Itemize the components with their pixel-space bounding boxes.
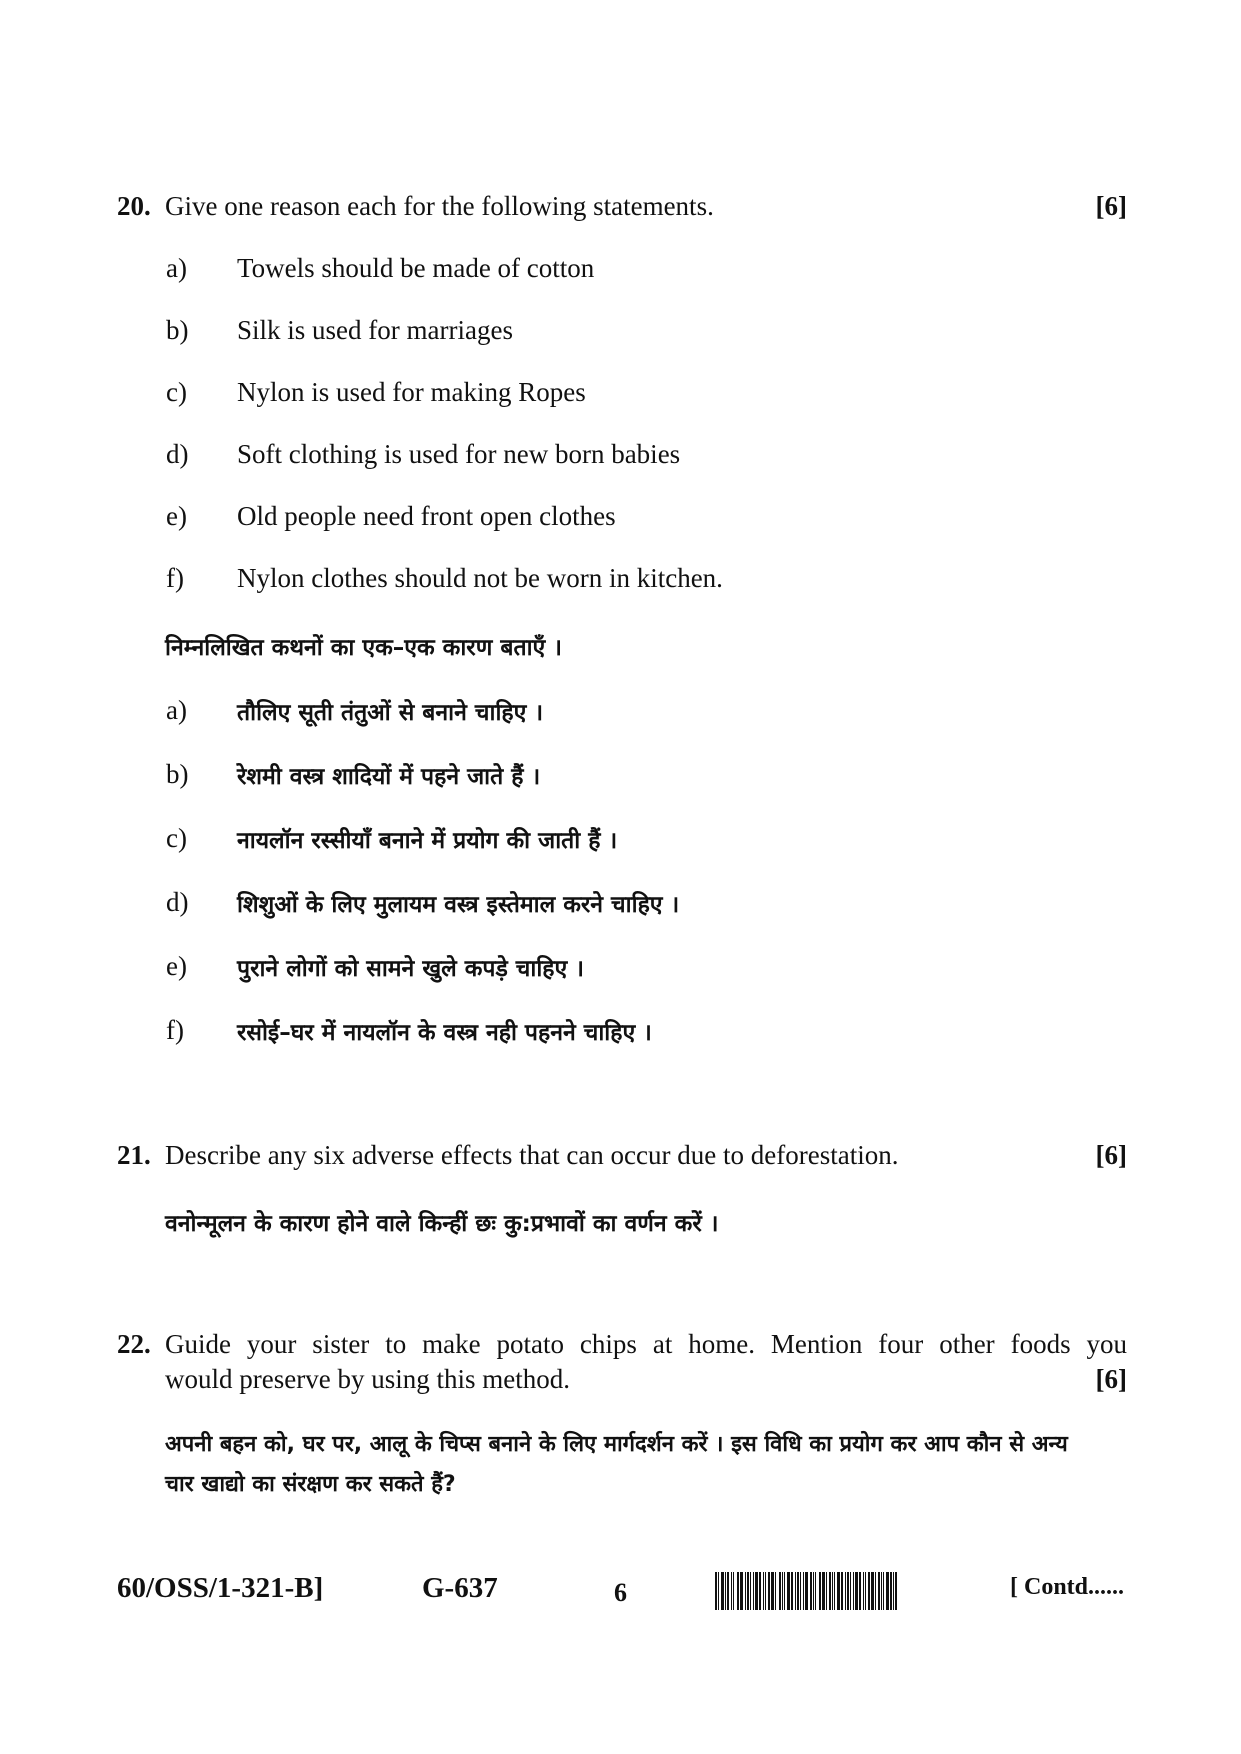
q20-option-letter: f) <box>166 563 184 593</box>
q20-option-letter: c) <box>166 377 187 407</box>
page-number: 6 <box>614 1578 627 1607</box>
q20-option-text: Silk is used for marriages <box>237 315 513 345</box>
q20-option-text: Old people need front open clothes <box>237 501 616 531</box>
q22-hindi-line1: अपनी बहन को, घर पर, आलू के चिप्स बनाने के लिए मार्गदर्शन करें । इस विधि का प्रयोग कर आप कौन से अन्य <box>165 1432 1068 1457</box>
q22-question-line1: Guide your sister to make potato chips at home. Mention four other foods you <box>165 1329 1127 1359</box>
q20-hindi-option-letter: d) <box>166 887 189 917</box>
q22-marks: [6] <box>1095 1364 1127 1394</box>
q20-hindi-option-text: रेशमी वस्त्र शादियों में पहने जाते हैं । <box>237 764 541 790</box>
q20-marks: [6] <box>1095 191 1127 221</box>
q20-hindi-option-letter: c) <box>166 823 187 853</box>
q21-number: 21. <box>117 1140 151 1170</box>
q20-option-text: Towels should be made of cotton <box>237 253 595 283</box>
q20-number: 20. <box>117 191 151 221</box>
q20-hindi-option-letter: e) <box>166 951 187 981</box>
q20-option-letter: b) <box>166 315 189 345</box>
set-code: G-637 <box>422 1572 498 1604</box>
q22-number: 22. <box>117 1329 151 1359</box>
q20-option-text: Nylon is used for making Ropes <box>237 377 586 407</box>
q22-question-line2: would preserve by using this method. <box>165 1364 570 1394</box>
q20-hindi-option-letter: f) <box>166 1015 184 1045</box>
q20-hindi-option-text: पुराने लोगों को सामने खुले कपड़े चाहिए । <box>237 956 584 982</box>
q20-hindi-question: निम्नलिखित कथनों का एक–एक कारण बताएँ । <box>165 635 562 661</box>
q22-hindi-line2: चार खाद्यो का संरक्षण कर सकते हैं? <box>165 1472 456 1497</box>
q20-option-text: Nylon clothes should not be worn in kitchen. <box>237 563 723 593</box>
q21-hindi-question: वनोन्मूलन के कारण होने वाले किन्हीं छः कु:प्रभावों का वर्णन करें । <box>165 1211 719 1237</box>
paper-code: 60/OSS/1-321-B] <box>117 1572 324 1604</box>
q20-hindi-option-text: तौलिए सूती तंतुओं से बनाने चाहिए । <box>237 700 544 726</box>
q20-hindi-option-text: रसोई–घर में नायलॉन के वस्त्र नही पहनने चाहिए । <box>237 1020 652 1046</box>
q21-marks: [6] <box>1095 1140 1127 1170</box>
q20-option-text: Soft clothing is used for new born babies <box>237 439 681 469</box>
q20-option-letter: d) <box>166 439 189 469</box>
q20-hindi-option-letter: a) <box>166 695 187 725</box>
q20-hindi-option-text: नायलॉन रस्सीयाँ बनाने में प्रयोग की जाती हैं । <box>237 828 618 854</box>
q20-hindi-option-text: शिशुओं के लिए मुलायम वस्त्र इस्तेमाल करने चाहिए । <box>237 892 680 918</box>
q20-option-letter: a) <box>166 253 187 283</box>
q20-hindi-option-letter: b) <box>166 759 189 789</box>
q20-option-letter: e) <box>166 501 187 531</box>
contd-label: [ Contd...... <box>1010 1574 1125 1600</box>
barcode <box>715 1572 981 1610</box>
q21-question: Describe any six adverse effects that can occur due to deforestation. <box>165 1140 899 1170</box>
q20-question: Give one reason each for the following statements. <box>165 191 714 221</box>
